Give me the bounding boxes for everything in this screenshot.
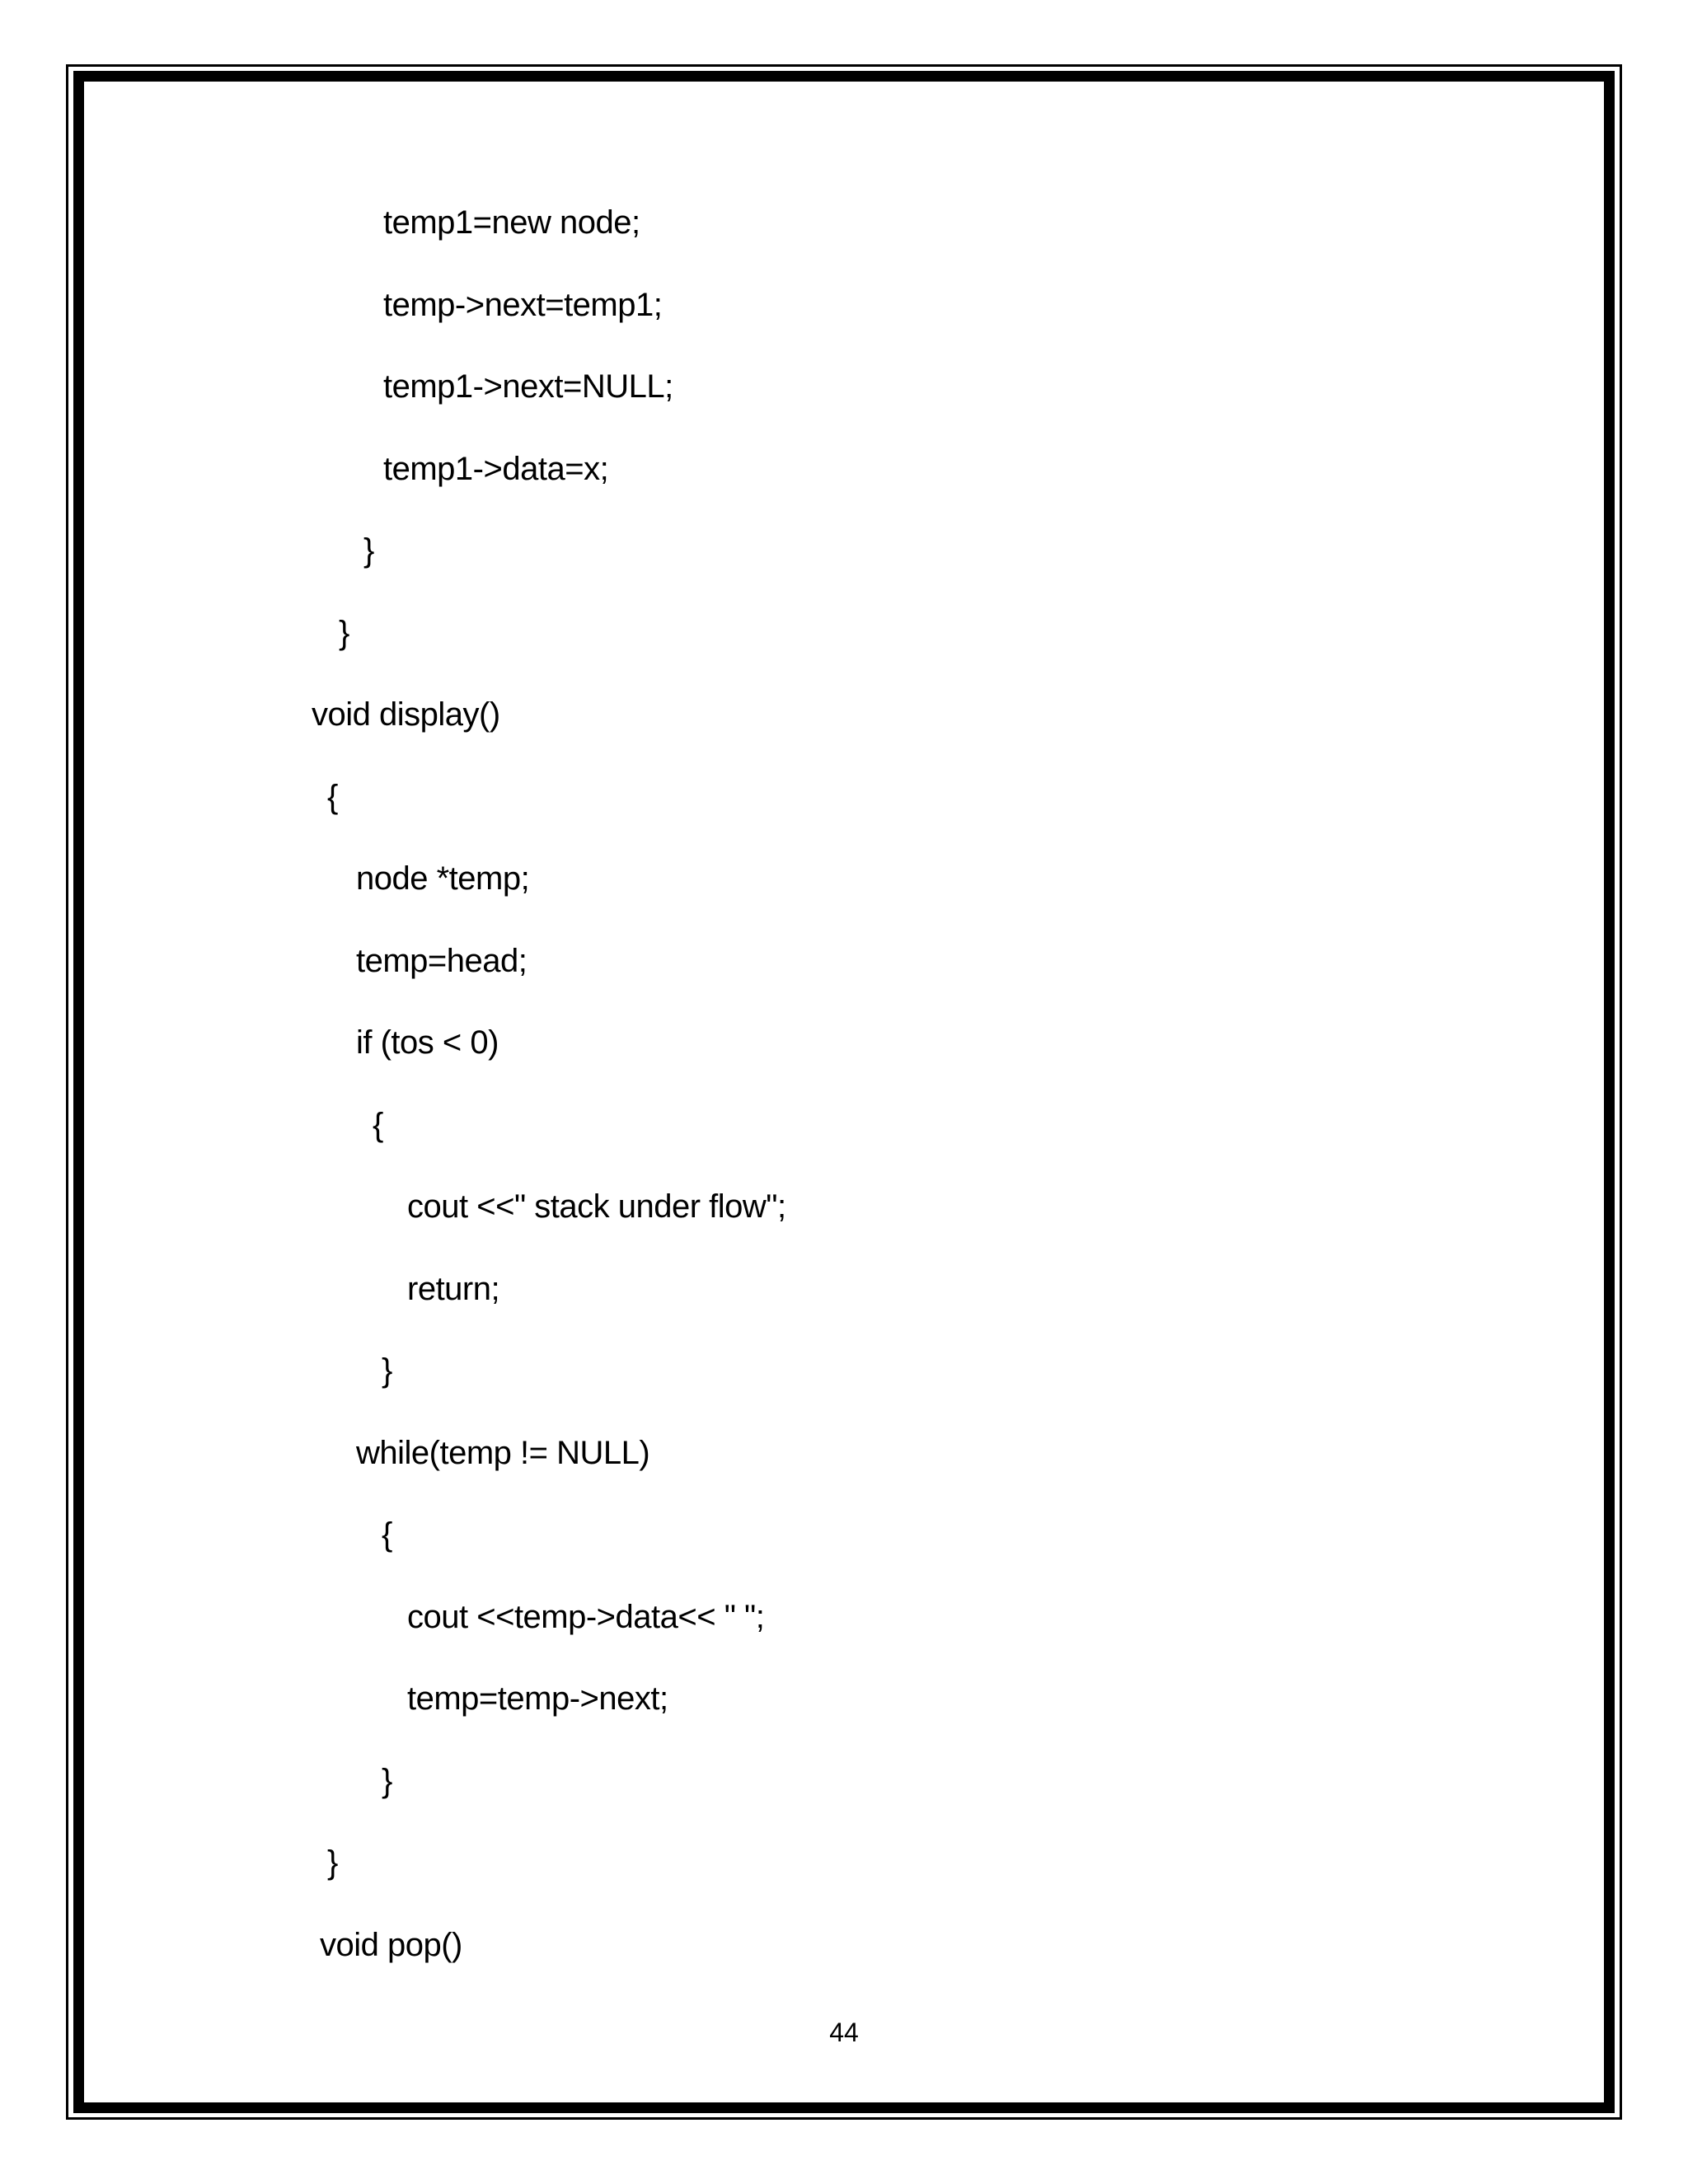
code-line: temp1->data=x; [383, 451, 609, 487]
code-line: void pop() [320, 1927, 462, 1963]
page-border-inner [73, 71, 1615, 2113]
code-line: void display() [312, 696, 500, 733]
code-line: return; [407, 1271, 500, 1307]
code-line: cout <<" stack under flow"; [407, 1188, 786, 1225]
code-line: cout <<temp->data<< " "; [407, 1599, 765, 1635]
code-line: temp->next=temp1; [383, 287, 663, 323]
code-line: } [327, 1844, 338, 1881]
page-number: 44 [829, 2018, 859, 2047]
code-line: { [373, 1107, 383, 1143]
code-line: temp1=new node; [383, 204, 640, 241]
code-line: node *temp; [356, 860, 530, 897]
code-line: temp=head; [356, 943, 528, 979]
code-line: if (tos < 0) [356, 1024, 499, 1061]
code-line: temp1->next=NULL; [383, 368, 673, 405]
code-line: } [382, 1352, 392, 1389]
code-line: while(temp != NULL) [356, 1435, 650, 1471]
code-line: } [382, 1763, 392, 1799]
code-line: { [327, 779, 338, 815]
code-line: } [339, 615, 349, 651]
code-line: } [363, 532, 374, 569]
code-line: temp=temp->next; [407, 1680, 668, 1717]
code-line: { [382, 1516, 392, 1553]
